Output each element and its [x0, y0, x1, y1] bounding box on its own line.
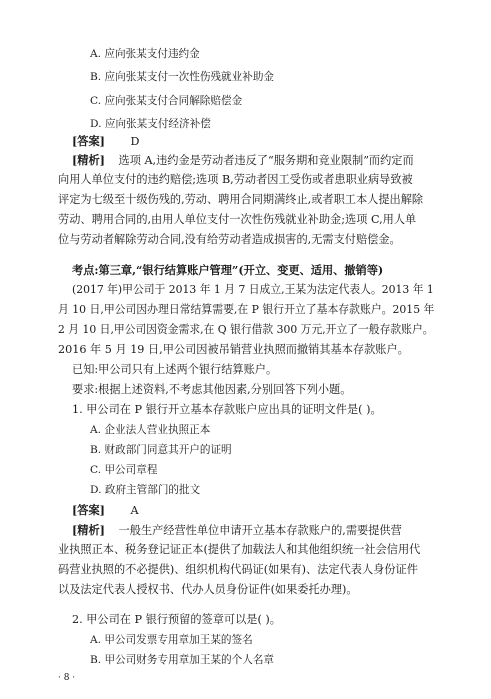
q1-explain-line-4: 劳动、聘用合同的,由用人单位支付一次性伤残就业补助金;选项 C,用人单 [58, 213, 417, 226]
q3-option-b: B. 甲公司财务专用章加王某的个人名章 [90, 654, 275, 666]
q2-option-c: C. 甲公司章程 [90, 464, 158, 476]
q1-option-d: D. 应向张某支付经济补偿 [90, 118, 211, 130]
q1-answer [72, 134, 140, 149]
q1-option-b: B. 应向张某支付一次性伤残就业补助金 [90, 71, 275, 83]
q2-explain-line-3: 码营业执照的不必提供)、组织机构代码证(如果有)、法定代表人身份证件 [58, 563, 418, 576]
q3-option-a: A. 甲公司发票专用章加王某的签名 [90, 634, 253, 646]
case-known: 已知:甲公司只有上述两个银行结算账户。 [72, 363, 278, 376]
q2-answer [72, 503, 139, 518]
q3-stem: 2. 甲公司在 P 银行预留的签章可以是( )。 [72, 613, 281, 626]
case-line-2: 月 10 日,甲公司因办理日常结算需要,在 P 银行开立了基本存款账户。2015 年 [58, 303, 435, 316]
q1-explain-label: [精析] [72, 153, 105, 167]
case-requirement: 要求:根据上述资料,不考虑其他因素,分别回答下列小题。 [72, 383, 352, 396]
q1-explain-line-3: 评定为七级至十级伤残的,劳动、聘用合同期满终止,或者职工本人提出解除 [58, 193, 424, 206]
q2-stem: 1. 甲公司在 P 银行开立基本存款账户应出具的证明文件是( )。 [72, 403, 382, 416]
case-line-4: 2016 年 5 月 19 日,甲公司因被吊销营业执照而撤销其基本存款账户。 [58, 343, 409, 356]
topic-heading: 考点:第三章,“银行结算账户管理”(开立、变更、适用、撤销等) [72, 263, 384, 277]
q1-explain-line-5: 位与劳动者解除劳动合同,没有给劳动者造成损害的,无需支付赔偿金。 [58, 233, 401, 246]
q1-answer-value: D [130, 135, 140, 148]
q1-option-a: A. 应向张某支付违约金 [90, 48, 200, 60]
q1-option-c: C. 应向张某支付合同解除赔偿金 [90, 95, 243, 107]
q2-explain-label: [精析] [72, 523, 105, 537]
q1-explain-line-2: 向用人单位支付的违约赔偿;选项 B,劳动者因工受伤或者患职业病导致被 [58, 173, 413, 186]
page-number: · 8 · [58, 673, 76, 683]
q2-option-d: D. 政府主管部门的批文 [90, 484, 201, 496]
q2-explain-line-1 [72, 523, 402, 538]
q2-option-a: A. 企业法人营业执照正本 [90, 424, 211, 436]
q2-option-b: B. 财政部门同意其开户的证明 [90, 444, 232, 456]
q2-explain-line-4: 以及法定代表人授权书、代办人员身份证件(如果委托办理)。 [58, 583, 358, 596]
q2-explain-line-2: 业执照正本、税务登记证正本(提供了加载法人和其他组织统一社会信用代 [58, 543, 421, 556]
q2-answer-value: A [130, 504, 139, 517]
q1-answer-label: [答案] [72, 134, 105, 148]
q2-answer-label: [答案] [72, 503, 105, 517]
q1-explain-line-1 [72, 153, 414, 168]
q1-explain-text-1: 选项 A,违约金是劳动者违反了“服务期和竞业限制”而约定而 [118, 154, 414, 167]
case-line-1: (2017 年)甲公司于 2013 年 1 月 7 日成立,王某为法定代表人。2013 年 1 [72, 283, 434, 296]
q2-explain-text-1: 一般生产经营性单位申请开立基本存款账户的,需要提供营 [118, 524, 402, 537]
case-line-3: 2 月 10 日,甲公司因资金需求,在 Q 银行借款 300 万元,开立了一般存款账户。 [58, 323, 434, 336]
